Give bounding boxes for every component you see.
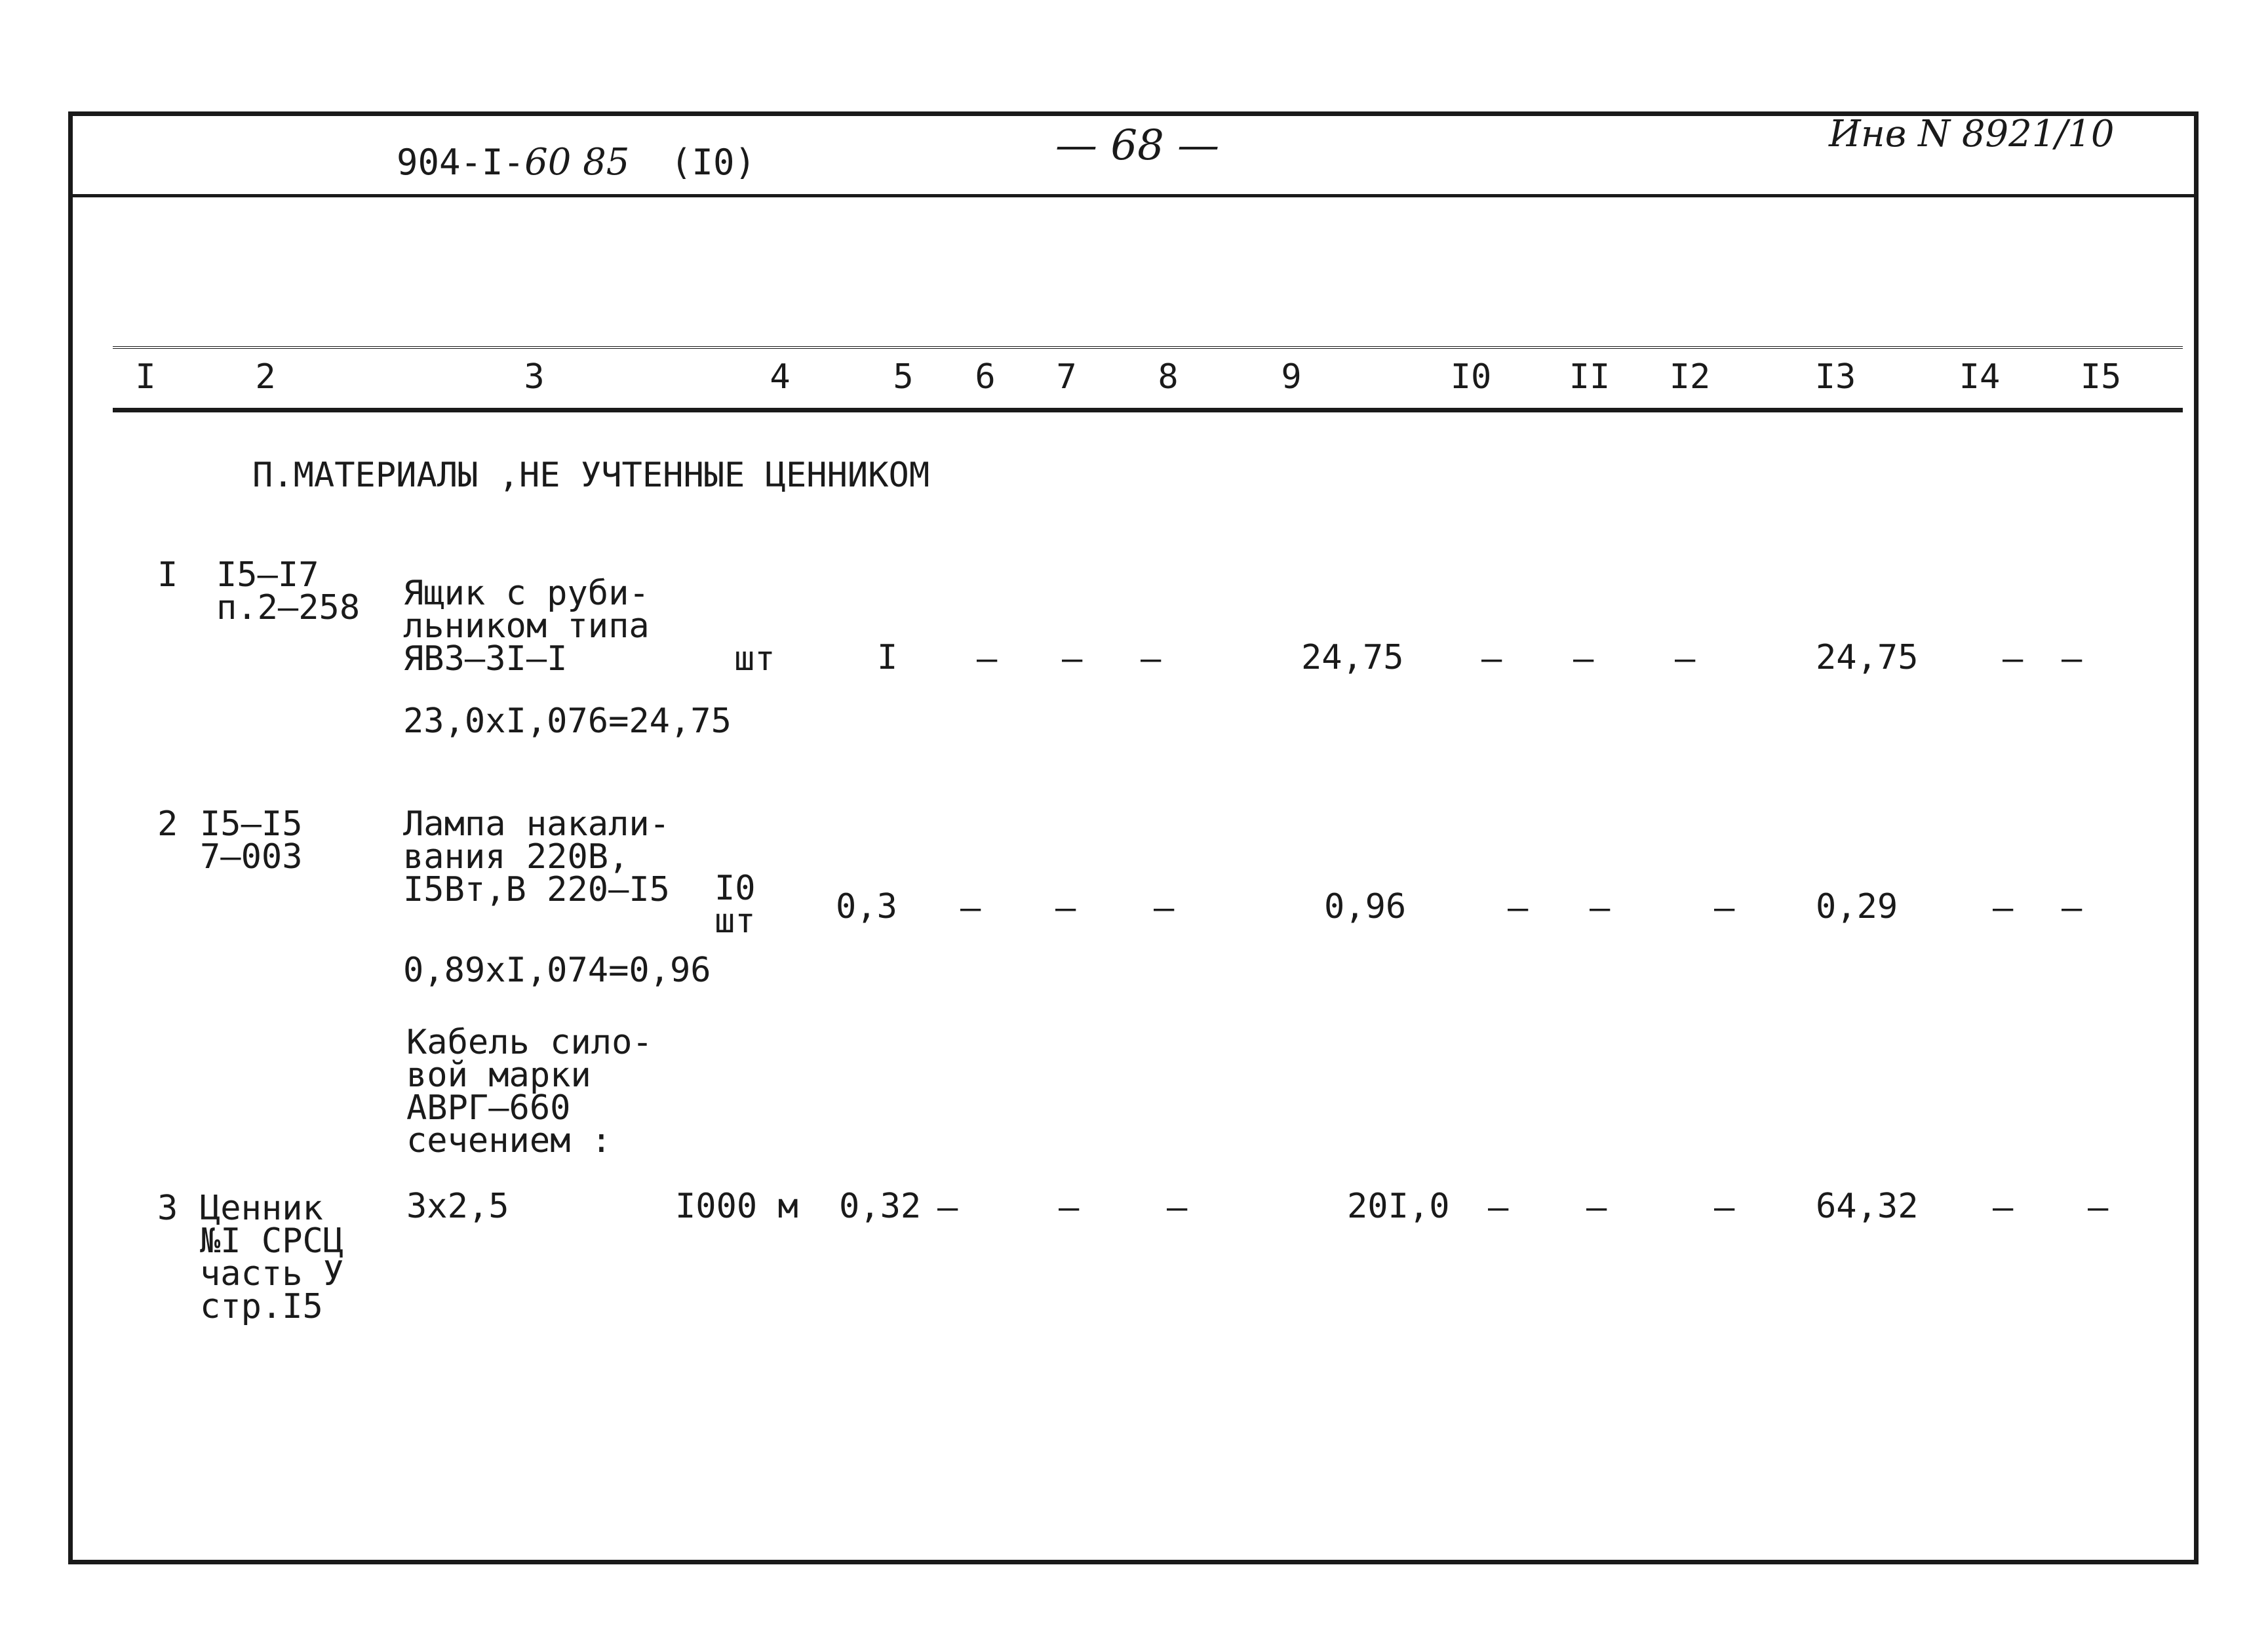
row-1-col9: 24,75 [1301,638,1404,677]
column-header-5: 5 [893,357,914,397]
row-2-col13: 0,29 [1816,887,1898,926]
row-2-col9: 0,96 [1324,887,1407,926]
row-2-col11: – [1590,888,1611,928]
row-3-number: 3 [157,1189,178,1228]
header-divider [68,194,2199,197]
row-2-calculation: 0,89хI,074=0,96 [403,951,711,990]
doc-code-printed: 904-I- [397,142,525,183]
row-2-col7: – [1055,888,1076,928]
column-header-9: 9 [1281,357,1302,397]
row-1-col12: – [1675,639,1696,679]
row-3-description: Кабель сило- вой марки АВРГ–660 сечением : [406,1023,653,1160]
row-2-col6: – [960,888,981,928]
doc-code [397,141,756,184]
column-header-11: II [1569,357,1611,397]
column-header-2: 2 [255,357,276,397]
row-3-unit: I000 м [675,1187,798,1226]
row-1-col15: – [2062,639,2082,679]
row-1-col11: – [1573,639,1594,679]
row-2-col12: – [1714,888,1735,928]
row-3-col14: – [1993,1188,2014,1227]
row-2-col14: – [1993,888,2014,928]
section-title: П.МАТЕРИАЛЫ ,НЕ УЧТЕННЫЕ ЦЕННИКОМ [252,456,930,495]
column-header-bottom-line [113,408,2183,412]
page-frame [68,111,2199,1564]
row-3-col8: – [1167,1188,1188,1227]
row-3-col12: – [1714,1188,1735,1227]
column-header-top-line [113,346,2183,354]
column-header-3: 3 [524,357,545,397]
column-header-8: 8 [1158,357,1179,397]
column-header-6: 6 [975,357,996,397]
row-1-col7: – [1062,639,1083,679]
row-2-col15: – [2062,888,2082,928]
column-header-4: 4 [770,357,791,397]
page-number: — 68 — [1055,121,1220,170]
inventory-stamp: Инв N 8921/10 [1829,113,2115,155]
row-3-code: Ценник №I СРСЦ часть У стр.I5 [200,1189,344,1326]
row-1-calculation: 23,0хI,076=24,75 [403,702,732,741]
row-2-code: I5–I5 7–003 [200,804,303,877]
row-3-col15: – [2088,1188,2109,1227]
column-header-13: I3 [1814,357,1856,397]
column-header-15: I5 [2080,357,2122,397]
row-1-col6: – [977,639,998,679]
row-3-col10: – [1488,1188,1509,1227]
column-header-7: 7 [1056,357,1077,397]
row-1-name: Ящик с руби- льником типа ЯВЗ–3I–I [403,574,650,679]
row-3-col9: 20I,0 [1347,1187,1450,1226]
row-1-col14: – [2003,639,2024,679]
row-1-unit: шт [734,639,775,679]
row-2-col10: – [1508,888,1529,928]
doc-code-handwritten: 60 85 [524,141,630,184]
column-header-10: I0 [1450,357,1492,397]
row-2-unit: I0 шт [714,869,756,941]
row-2-col8: – [1154,888,1175,928]
row-1-col8: – [1141,639,1162,679]
doc-code-suffix: (I0) [670,142,756,183]
column-header-12: I2 [1669,357,1711,397]
column-header-1: I [135,357,156,397]
row-2-qty: 0,3 [836,887,897,926]
row-1-col10: – [1481,639,1502,679]
row-1-col13: 24,75 [1816,638,1919,677]
row-3-col7: – [1059,1188,1080,1227]
row-3-col11: – [1586,1188,1607,1227]
row-3-name: 3х2,5 [406,1187,509,1226]
row-1-number: I [157,555,178,595]
column-header-14: I4 [1959,357,2001,397]
row-2-name: Лампа накали- вания 220В, I5Вт,В 220–I5 [403,804,670,909]
row-3-col6: – [937,1188,958,1227]
row-3-qty: 0,32 [839,1187,922,1226]
row-1-code: I5–I7 п.2–258 [216,555,361,627]
row-1-qty: I [877,638,898,677]
row-2-number: 2 [157,804,178,844]
row-3-col13: 64,32 [1816,1187,1919,1226]
